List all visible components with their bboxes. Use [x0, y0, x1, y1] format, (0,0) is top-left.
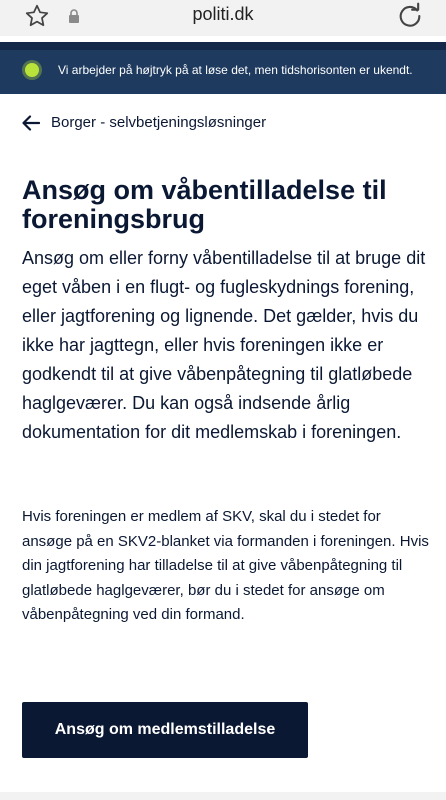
browser-address-bar: [0, 0, 446, 36]
status-dot-icon: [25, 63, 39, 77]
page-title: Ansøg om våbentilladelse til foreningsbrug: [22, 175, 387, 234]
breadcrumb-back-link[interactable]: [22, 114, 266, 131]
reload-icon[interactable]: [396, 2, 424, 30]
lead-paragraph: Ansøg om eller forny våbentilladelse til at bruge dit eget våben i en flugt- og fugleskydnings forening, eller jagtforening og lignende. Det gælder, hvis du ikke har jagttegn, eller hvis foreningen ikke er godkendt til at give våbenpåtegning til glatløbede haglgeværer. Du kan også indsende årlig dokumentation for dit medlemskab i foreningen.: [22, 248, 426, 442]
url-text[interactable]: politi.dk: [192, 4, 254, 24]
status-notice-bar: [0, 42, 446, 94]
bottom-strip: [0, 792, 446, 800]
arrow-left-icon: [22, 115, 40, 131]
apply-membership-button[interactable]: Ansøg om medlemstilladelse: [22, 702, 308, 758]
breadcrumb-label: Borger - selvbetjeningsløsninger: [51, 114, 267, 131]
status-notice-text: Vi arbejder på højtryk på at løse det, men tidshorisonten er ukendt.: [58, 63, 413, 77]
body-paragraph: Hvis foreningen er medlem af SKV, skal du i stedet for ansøge på en SKV2-blanket via formanden i foreningen. Hvis din jagtforening har tilladelse til at give våbenpåtegning til glatløbede haglgeværer, bør du i stedet for ansøge om våbenpåtegning ved din formand.: [22, 508, 429, 623]
